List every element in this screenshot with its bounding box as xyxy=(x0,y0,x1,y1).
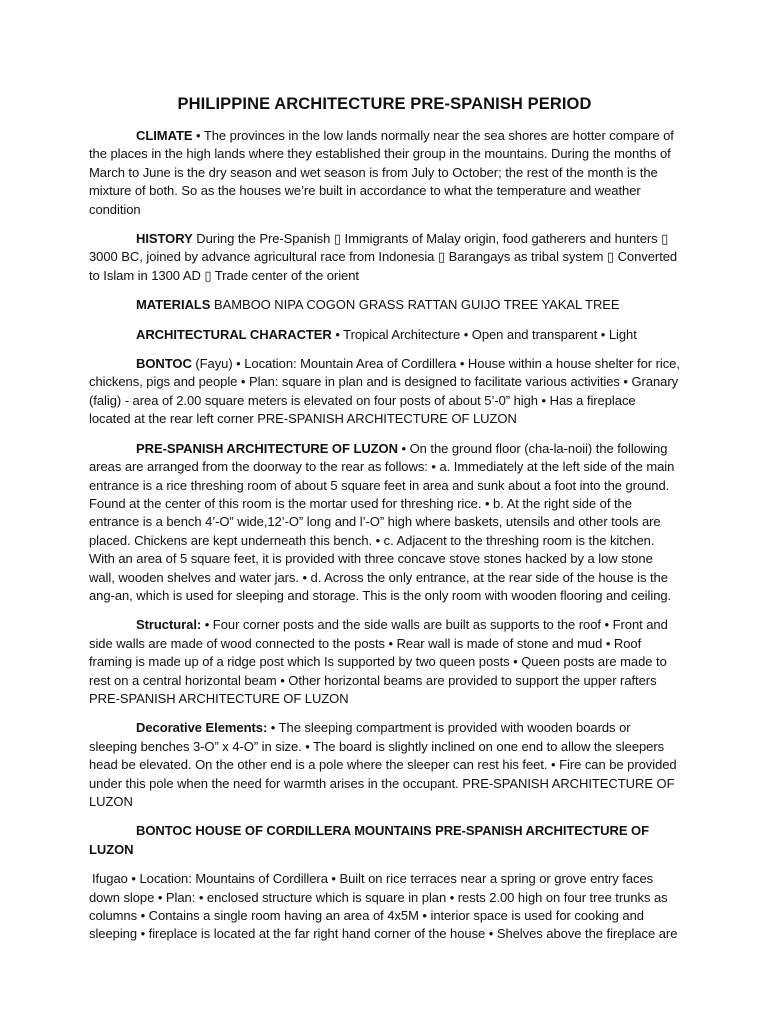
paragraph-heading: BONTOC HOUSE OF CORDILLERA MOUNTAINS PRE-SPANISH ARCHITECTURE OF LUZON xyxy=(89,823,649,857)
paragraph-luzon-ground-floor xyxy=(89,440,680,606)
paragraph-ifugao xyxy=(89,870,680,944)
paragraph-architectural-character xyxy=(89,326,680,344)
paragraph-heading: ARCHITECTURAL CHARACTER xyxy=(136,326,332,342)
paragraph-text: BAMBOO NIPA COGON GRASS RATTAN GUIJO TREE YAKAL TREE xyxy=(210,297,620,313)
paragraph-history xyxy=(89,230,680,285)
paragraph-text: • The provinces in the low lands normally near the sea shores are hotter compare of the places in the high lands where they established their group in the mountains. During the months of March to June is the dry season and wet season is from July to October; the rest of the month is the mixture of both. So as the houses we’re built in accordance to what the temperature and weather condition xyxy=(89,128,674,217)
paragraph-climate xyxy=(89,127,680,219)
paragraph-text: During the Pre-Spanish ▯ Immigrants of Malay origin, food gatherers and hunters ▯ 3000 BC, joined by advance agricultural race from Indonesia ▯ Barangays as tribal system ▯ Converted to Islam in 1300 AD ▯ Trade center of the orient xyxy=(89,231,678,283)
document-title: PHILIPPINE ARCHITECTURE PRE-SPANISH PERIOD xyxy=(177,95,592,113)
paragraph-text: • The sleeping compartment is provided with wooden boards or sleeping benches 3-O” x 4-O” in size. • The board is slightly inclined on one end to allow the sleepers head be elevated. On the other end is a pole where the sleeper can rest his feet. • Fire can be provided under this pole when the need for warmth arises in the occupant. PRE-SPANISH ARCHITECTURE OF LUZON xyxy=(89,720,677,809)
paragraph-text: Ifugao • Location: Mountains of Cordillera • Built on rice terraces near a spring or grove entry faces down slope • Plan: • enclosed structure which is square in plan • rests 2.00 high on four tree trunks as columns • Contains a single room having an area of 4x5M • interior space is used for cooking and sleeping • fireplace is located at the far right hand corner of the house • Shelves above the fireplace are xyxy=(89,871,678,942)
paragraph-decorative-elements xyxy=(89,719,680,811)
paragraph-materials xyxy=(89,296,680,314)
paragraph-text: • Tropical Architecture • Open and transparent • Light xyxy=(331,326,637,342)
paragraph-heading: BONTOC xyxy=(136,356,192,372)
paragraph-heading: CLIMATE xyxy=(136,128,193,143)
paragraph-heading: MATERIALS xyxy=(136,297,211,313)
paragraph-heading: PRE-SPANISH ARCHITECTURE OF LUZON xyxy=(136,440,398,456)
paragraph-heading: Decorative Elements: xyxy=(136,720,268,736)
paragraph-text: • On the ground floor (cha-la-noii) the following areas are arranged from the doorway to the rear as follows: • a. Immediately at the left side of the main entrance is a rice threshing room of about 5 square feet in area and sunk about a foot into the ground. Found at the center of this room is the mortar used for threshing rice. • b. At the right side of the entrance is a bench 4’-O” wide,12’-O” long and l’-O” high where baskets, utensils and other tools are placed. Chickens are kept underneath this bench. • c. Adjacent to the threshing room is the kitchen. With an area of 5 square feet, it is provided with three concave stove stones hacked by a low stone wall, wooden shelves and water jars. • d. Across the only entrance, at the rear side of the house is the ang-an, which is used for sleeping and storage. This is the only room with wooden flooring and ceiling. xyxy=(89,440,675,603)
paragraph-structural xyxy=(89,616,680,708)
paragraph-bontoc-house-heading xyxy=(89,822,680,859)
paragraph-heading: HISTORY xyxy=(136,231,193,247)
paragraph-bontoc xyxy=(89,355,680,429)
paragraph-heading: Structural: xyxy=(136,617,202,633)
paragraph-text: • Four corner posts and the side walls are built as supports to the roof • Front and side walls are made of wood connected to the posts • Rear wall is made of stone and mud • Roof framing is made up of a ridge post which Is supported by two queen posts • Queen posts are made to rest on a central horizontal beam • Other horizontal beams are provided to support the upper rafters PRE-SPANISH ARCHITECTURE OF LUZON xyxy=(89,617,668,706)
paragraph-text: (Fayu) • Location: Mountain Area of Cordillera • House within a house shelter for rice, chickens, pigs and people • Plan: square in plan and is designed to facilitate various activities • Granary (falig) - area of 2.00 square meters is elevated on four posts of about 5’-0” high • Has a fireplace located at the rear left corner PRE-SPANISH ARCHITECTURE OF LUZON xyxy=(89,356,680,427)
